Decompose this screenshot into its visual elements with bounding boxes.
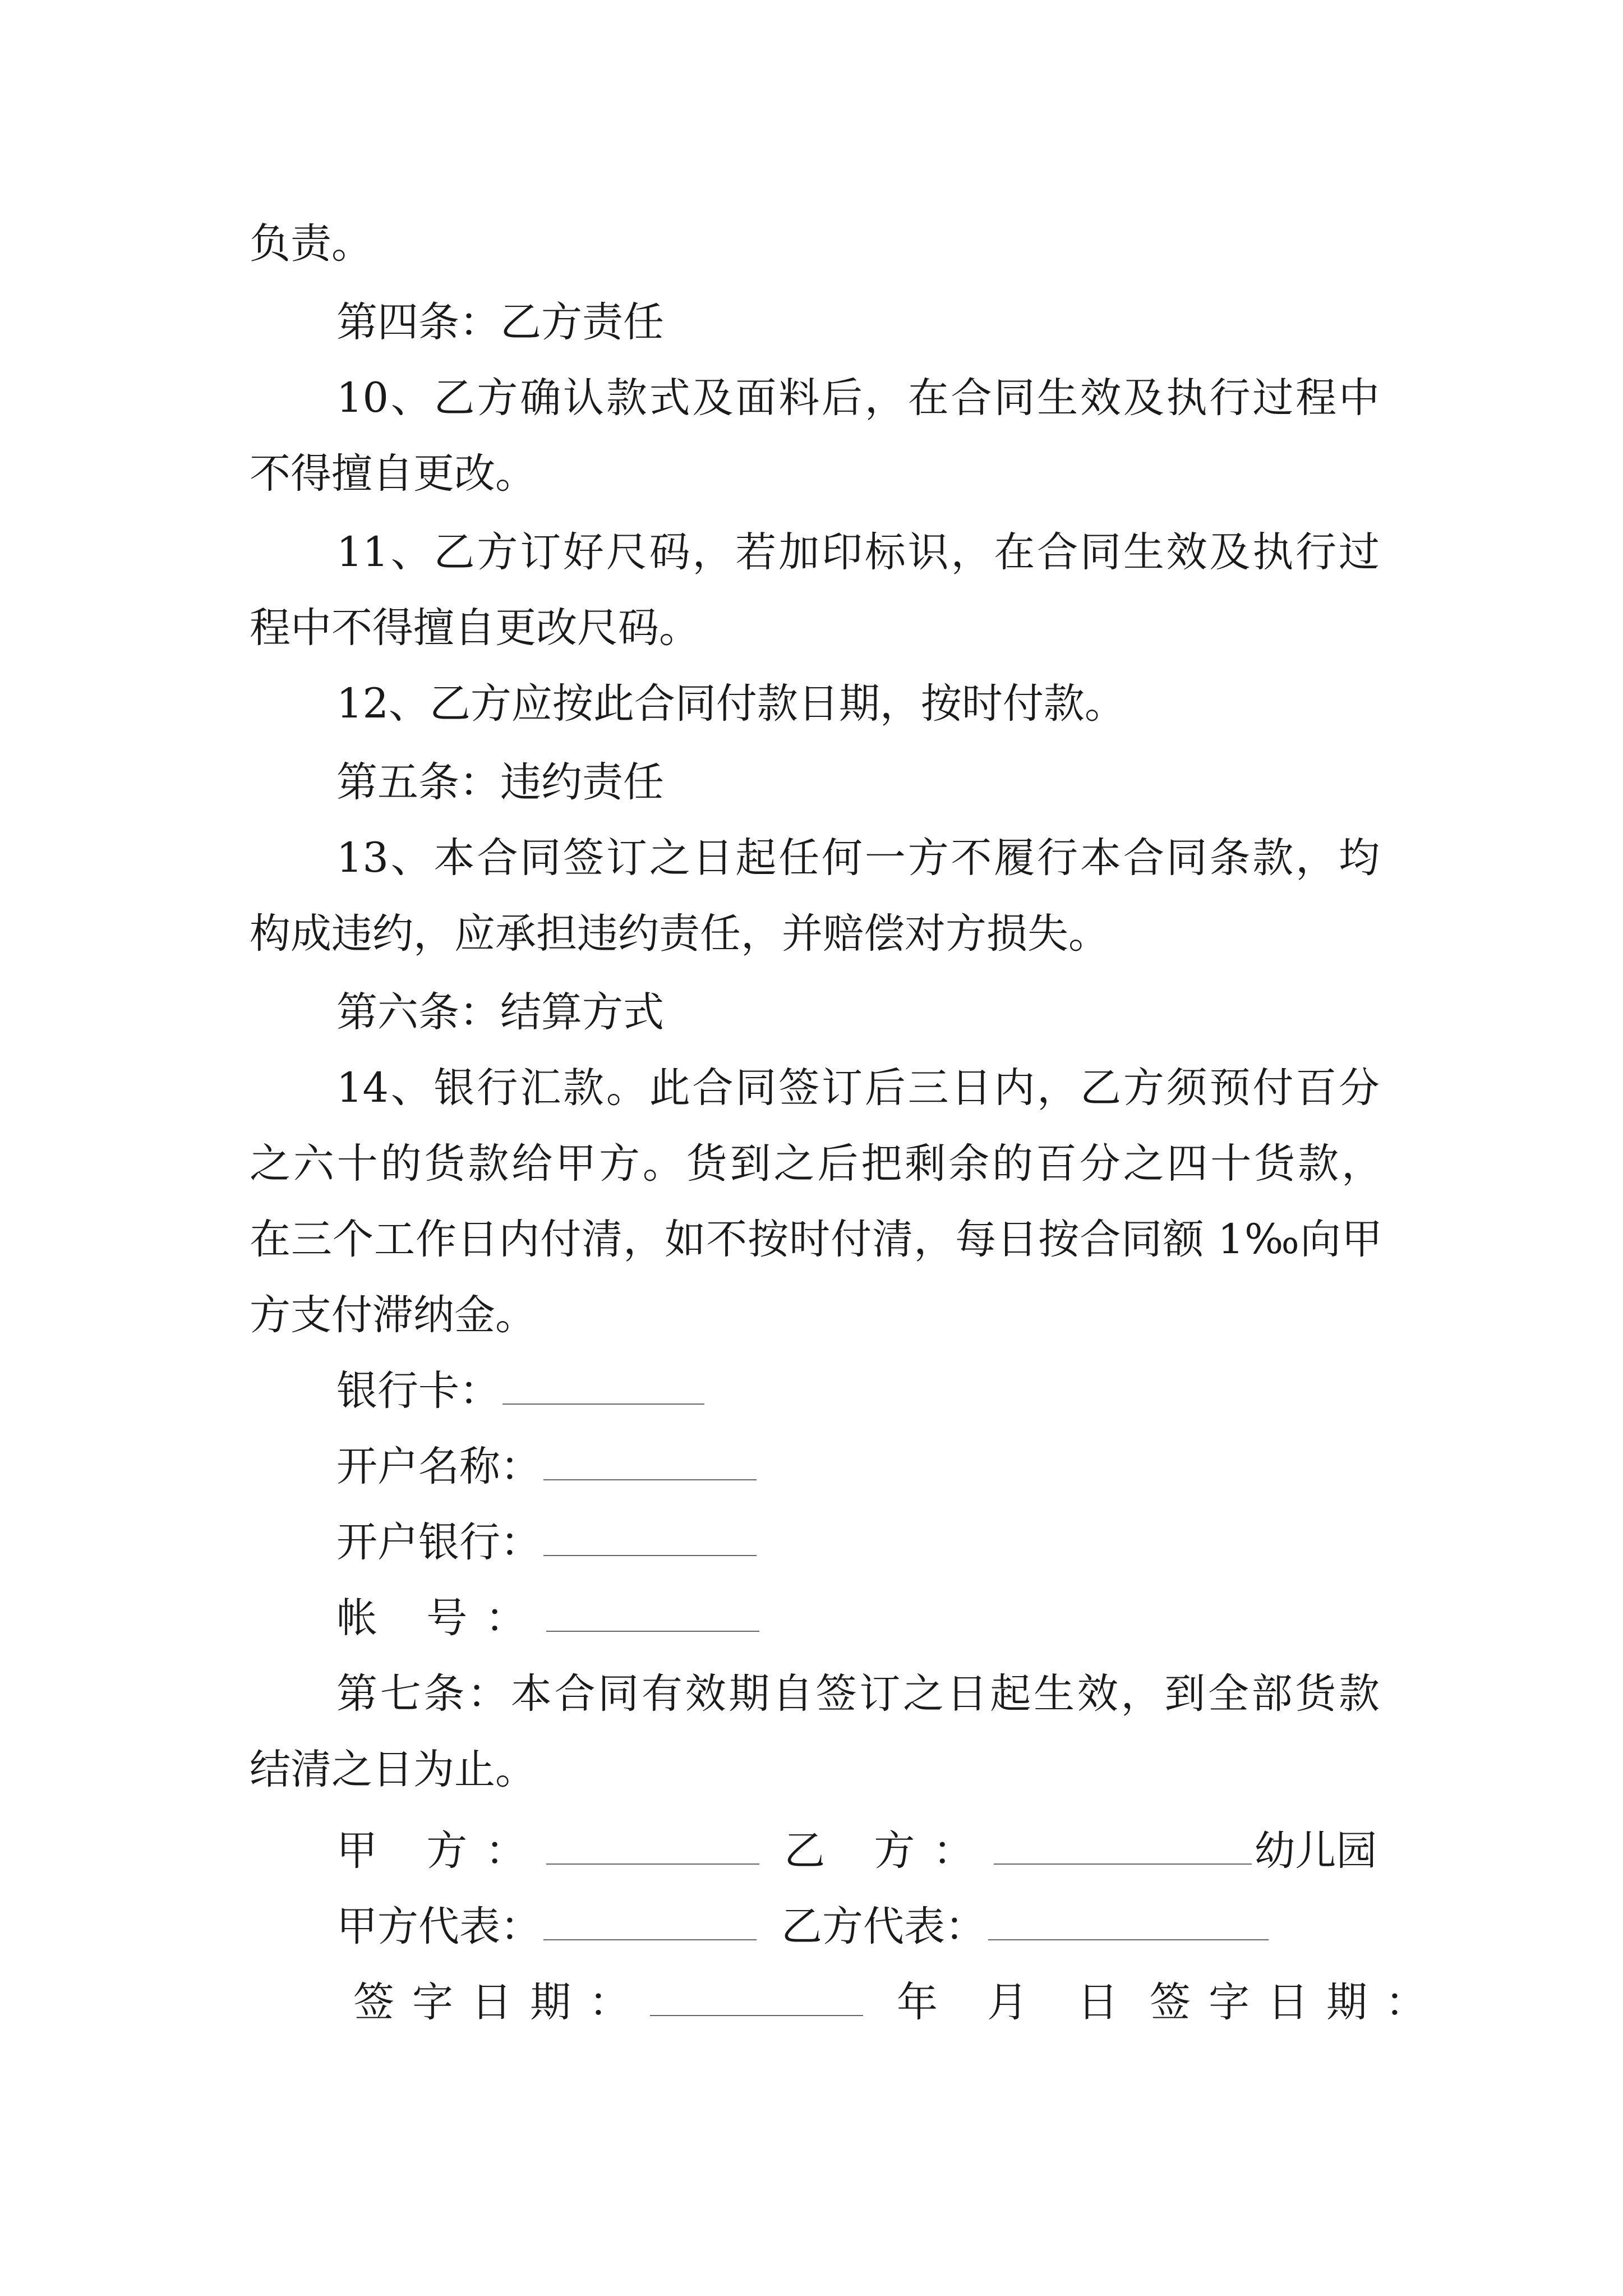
bank-name-label: 开户银行： (336, 1519, 541, 1566)
clause-14-line-1: 14、银行汇款。此合同签订后三日内，乙方须预付百分 (336, 1064, 1380, 1112)
representative-row (336, 1899, 1271, 1955)
clause-13-line-2: 构成违约，应承担违约责任，并赔偿对方损失。 (250, 910, 1109, 958)
section-heading-4: 第四条：乙方责任 (336, 298, 664, 346)
year-label: 年 (897, 1978, 938, 2026)
party-b-label: 乙 方： (784, 1827, 992, 1875)
clause-14-line-4: 方支付滞纳金。 (250, 1291, 536, 1339)
party-b-rep-label: 乙方代表： (781, 1903, 986, 1950)
section-7-line-2: 结清之日为止。 (250, 1746, 536, 1793)
account-name-row (336, 1439, 759, 1495)
party-a-rep-label: 甲方代表： (336, 1903, 541, 1950)
party-a-label: 甲 方： (336, 1827, 545, 1875)
text-line: 负责。 (250, 220, 372, 268)
account-name-label: 开户名称： (336, 1443, 541, 1490)
bank-name-row (336, 1515, 759, 1571)
month-label: 月 (987, 1978, 1028, 2026)
sign-date-a-blank (650, 1980, 863, 2016)
account-number-blank (546, 1596, 759, 1632)
party-row (336, 1823, 1377, 1879)
sign-date-a-label: 签字日期： (353, 1978, 648, 2026)
party-b-rep-blank (988, 1904, 1269, 1940)
clause-10-line-1: 10、乙方确认款式及面料后，在合同生效及执行过程中 (336, 374, 1380, 422)
party-b-blank (994, 1829, 1252, 1865)
clause-11-line-1: 11、乙方订好尺码，若加印标识，在合同生效及执行过 (336, 528, 1380, 576)
bank-card-blank (502, 1369, 704, 1405)
clause-12: 12、乙方应按此合同付款日期，按时付款。 (336, 680, 1126, 728)
account-number-row (336, 1590, 762, 1646)
clause-13-line-1: 13、本合同签订之日起任何一方不履行本合同条款，均 (336, 834, 1380, 882)
party-a-blank (546, 1829, 759, 1865)
clause-10-line-2: 不得擅自更改。 (250, 450, 536, 498)
section-heading-6: 第六条：结算方式 (336, 988, 664, 1036)
section-7-line-1: 第七条：本合同有效期自签订之日起生效，到全部货款 (336, 1670, 1380, 1718)
clause-14-line-3: 在三个工作日内付清，如不按时付清，每日按合同额 1‰向甲 (250, 1216, 1382, 1263)
section-heading-5: 第五条：违约责任 (336, 758, 664, 806)
account-number-label: 帐 号： (336, 1594, 545, 1642)
bank-name-blank (543, 1520, 757, 1556)
clause-14-line-2: 之六十的货款给甲方。货到之后把剩余的百分之四十货款， (250, 1140, 1382, 1188)
sign-date-b-label: 签字日期： (1150, 1978, 1444, 2026)
clause-11-line-2: 程中不得擅自更改尺码。 (250, 604, 700, 652)
day-label: 日 (1077, 1978, 1118, 2026)
kindergarten-label: 幼儿园 (1254, 1827, 1377, 1875)
account-name-blank (543, 1444, 757, 1480)
sign-date-row (353, 1975, 1444, 2031)
bank-card-row (336, 1363, 707, 1419)
party-a-rep-blank (543, 1904, 757, 1940)
bank-card-label: 银行卡： (336, 1367, 500, 1415)
